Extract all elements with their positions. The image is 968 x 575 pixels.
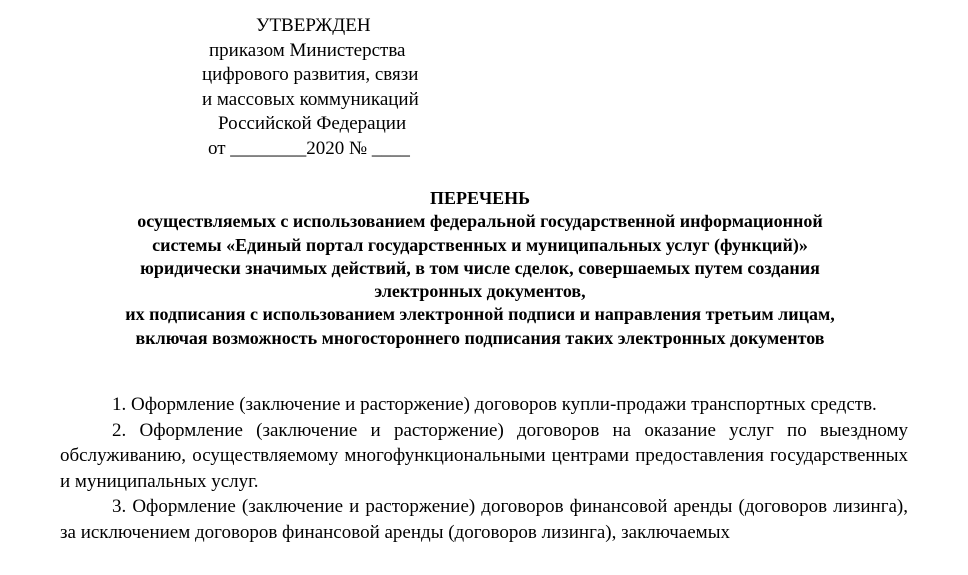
heading-line: включая возможность многостороннего подписания таких электронных документов xyxy=(135,327,825,348)
approval-line-communications: и массовых коммуникаций xyxy=(202,88,419,110)
approval-line-federation: Российской Федерации xyxy=(218,113,407,134)
approval-line-order: приказом Министерства xyxy=(209,39,406,61)
approval-block xyxy=(198,14,458,161)
document-heading xyxy=(40,187,920,350)
approval-line-date-number: от ________2020 № ____ xyxy=(208,137,410,159)
approval-line-ministry: цифрового развития, связи xyxy=(202,64,419,85)
list-item: 2. Оформление (заключение и расторжение) договоров на оказание услуг по выездному обслуживанию, осуществляемому многофункциональными центрами предоставления государственных и муниципальных услуг. xyxy=(60,419,908,492)
heading-line: осуществляемых с использованием федеральной государственной информационной xyxy=(137,211,823,232)
list-item: 1. Оформление (заключение и расторжение) договоров купли-продажи транспортных средств. xyxy=(112,394,877,415)
list-item: 3. Оформление (заключение и расторжение) договоров финансовой аренды (договоров лизинга), за исключением договоров финансовой аренды (договоров лизинга), заключаемых xyxy=(60,496,908,543)
heading-title: ПЕРЕЧЕНЬ xyxy=(429,188,531,208)
heading-line: системы «Единый портал государственных и муниципальных услуг (функций)» xyxy=(152,234,808,255)
heading-line: их подписания с использованием электронной подписи и направления третьим лицам, xyxy=(125,304,835,325)
approval-title: УТВЕРЖДЕН xyxy=(256,15,371,36)
heading-line: электронных документов, xyxy=(374,281,586,302)
items-list xyxy=(60,392,908,545)
heading-line: юридически значимых действий, в том числе сделок, совершаемых путем создания xyxy=(140,257,820,278)
